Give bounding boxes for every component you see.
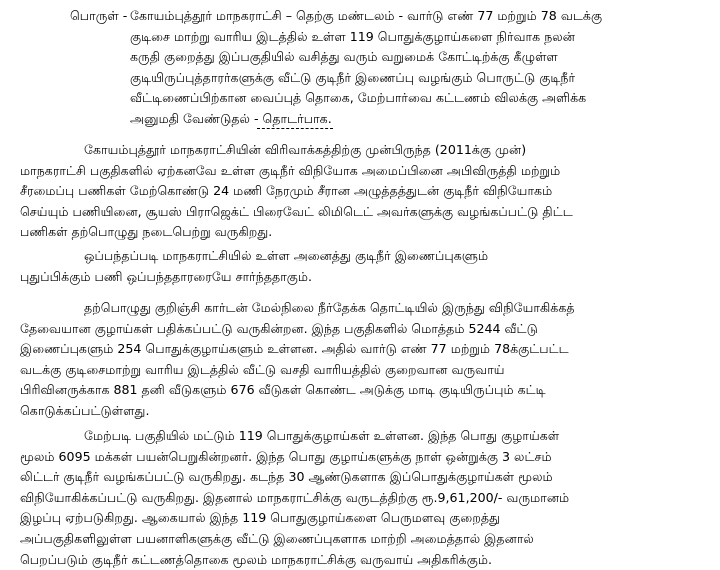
- paragraph-line: தேவையான குழாய்கள் பதிக்கப்பட்டு வருகின்றன. இந்த பகுதிகளில் மொத்தம் 5244 வீட்டு: [20, 320, 538, 336]
- paragraph-line: பணிகள் தற்பொழுது நடைபெற்று வருகிறது.: [20, 224, 273, 240]
- subject-block: [70, 6, 690, 130]
- paragraph-line: மேற்படி பகுதியில் மட்டும் 119 பொதுக்குழாய்கள் உள்ளன. இந்த பொது குழாய்கள்: [84, 428, 560, 443]
- paragraph-line: லிட்டர் குடிநீர் வழங்கப்பட்டு வருகிறது. கடந்த 30 ஆண்டுகளாக இப்பொதுக்குழாய்கள் மூலம்: [20, 469, 553, 485]
- paragraph-line: பெறப்படும் குடிநீர் கட்டணத்தொகை மூலம் மாநகராட்சிக்கு வருவாய் அதிகரிக்கும்.: [20, 551, 492, 567]
- paragraph-2: [20, 246, 700, 287]
- paragraph-line: புதுப்பிக்கும் பணி ஒப்பந்ததாரரையே சார்ந்ததாகும்.: [20, 268, 313, 284]
- paragraph-line: மூலம் 6095 மக்கள் பயன்பெறுகின்றனர். இந்த பொது குழாய்களுக்கு நாள் ஒன்றுக்கு 3 லட்சம்: [20, 448, 552, 464]
- paragraph-line: கோயம்புத்தூர் மாநகராட்சியின் விரிவாக்கத்திற்கு முன்பிருந்த (2011க்கு முன்): [84, 142, 527, 157]
- paragraph-line: விநியோகிக்கப்பட்டு வருகிறது. இதனால் மாநகராட்சிக்கு வருடத்திற்கு ரூ.9,61,200/- வருமானம்: [20, 489, 570, 505]
- subject-line: குடியிருப்புத்தாரர்களுக்கு வீட்டு குடிநீர் இணைப்பு வழங்கும் பொருட்டு குடிநீர்: [130, 69, 576, 85]
- subject-line: குடிசை மாற்று வாரிய இடத்தில் உள்ள 119 பொதுக்குழாய்களை நிர்வாக நலன்: [130, 28, 575, 44]
- paragraph-line: ஒப்பந்தப்படி மாநகராட்சியில் உள்ள அனைத்து குடிநீர் இணைப்புகளும்: [84, 248, 489, 263]
- paragraph-line: அப்பகுதிகளிலுள்ள பயனாளிகளுக்கு வீட்டு இணைப்புகளாக மாற்றி அமைத்தால் இதனால்: [20, 530, 534, 546]
- subject-text: [130, 6, 690, 130]
- subject-line: கோயம்புத்தூர் மாநகராட்சி – தெற்கு மண்டலம் - வார்டு எண் 77 மற்றும் 78 வடக்கு: [130, 8, 603, 23]
- paragraph-3: [20, 298, 700, 422]
- subject-line: வீட்டிணைப்பிற்கான வைப்புத் தொகை, மேற்பார்வை கட்டணம் விலக்கு அளிக்க: [130, 90, 587, 106]
- subject-label: பொருள் -: [70, 8, 128, 23]
- paragraph-line: வடக்கு குடிசைமாற்று வாரிய இடத்தில் வீட்டு வசதி வாரியத்தில் குறைவான வருவாய்: [20, 361, 505, 377]
- subject-line: அனுமதி வேண்டுதல் - தொடர்பாக.: [130, 110, 332, 126]
- paragraph-4: [20, 426, 700, 570]
- paragraph-1: [20, 140, 700, 243]
- paragraph-line: இழப்பு ஏற்படுகிறது. ஆகையால் இந்த 119 பொதுகுழாய்களை பெருமளவு குறைத்து: [20, 510, 501, 526]
- paragraph-line: கொடுக்கப்பட்டுள்ளது.: [20, 402, 150, 418]
- paragraph-line: சீரமைப்பு பணிகள் மேற்கொண்டு 24 மணி நேரமும் சீரான அழுத்தத்துடன் குடிநீர் விநியோகம்: [20, 183, 553, 199]
- paragraph-line: பிரிவினருக்காக 881 தனி வீடுகளும் 676 வீடுகள் கொண்ட அடுக்கு மாடி குடியிருப்பும் கட்டி: [20, 382, 546, 398]
- paragraph-line: இணைப்புகளும் 254 பொதுக்குழாய்களும் உள்ளன. அதில் வார்டு எண் 77 மற்றும் 78க்குட்பட்ட: [20, 341, 569, 357]
- section-separator: [257, 128, 333, 129]
- paragraph-line: தற்பொழுது குறிஞ்சி கார்டன் மேல்நிலை நீர்தேக்க தொட்டியில் இருந்து விநியோகிக்கத்: [84, 300, 575, 315]
- paragraph-line: மாநகராட்சி பகுதிகளில் ஏற்கனவே உள்ள குடிநீர் விநியோக அமைப்பினை அபிவிருத்தி மற்றும்: [20, 162, 561, 178]
- subject-line: கருதி குறைத்து இப்பகுதியில் வசித்து வரும் வறுமைக் கோட்டிற்க்கு கீழுள்ள: [130, 49, 558, 65]
- paragraph-line: செய்யும் பணியினை, சூயஸ் பிராஜெக்ட் பிரைவேட் லிமிடெட் அவர்களுக்கு வழங்கப்பட்டு திட்ட: [20, 203, 573, 219]
